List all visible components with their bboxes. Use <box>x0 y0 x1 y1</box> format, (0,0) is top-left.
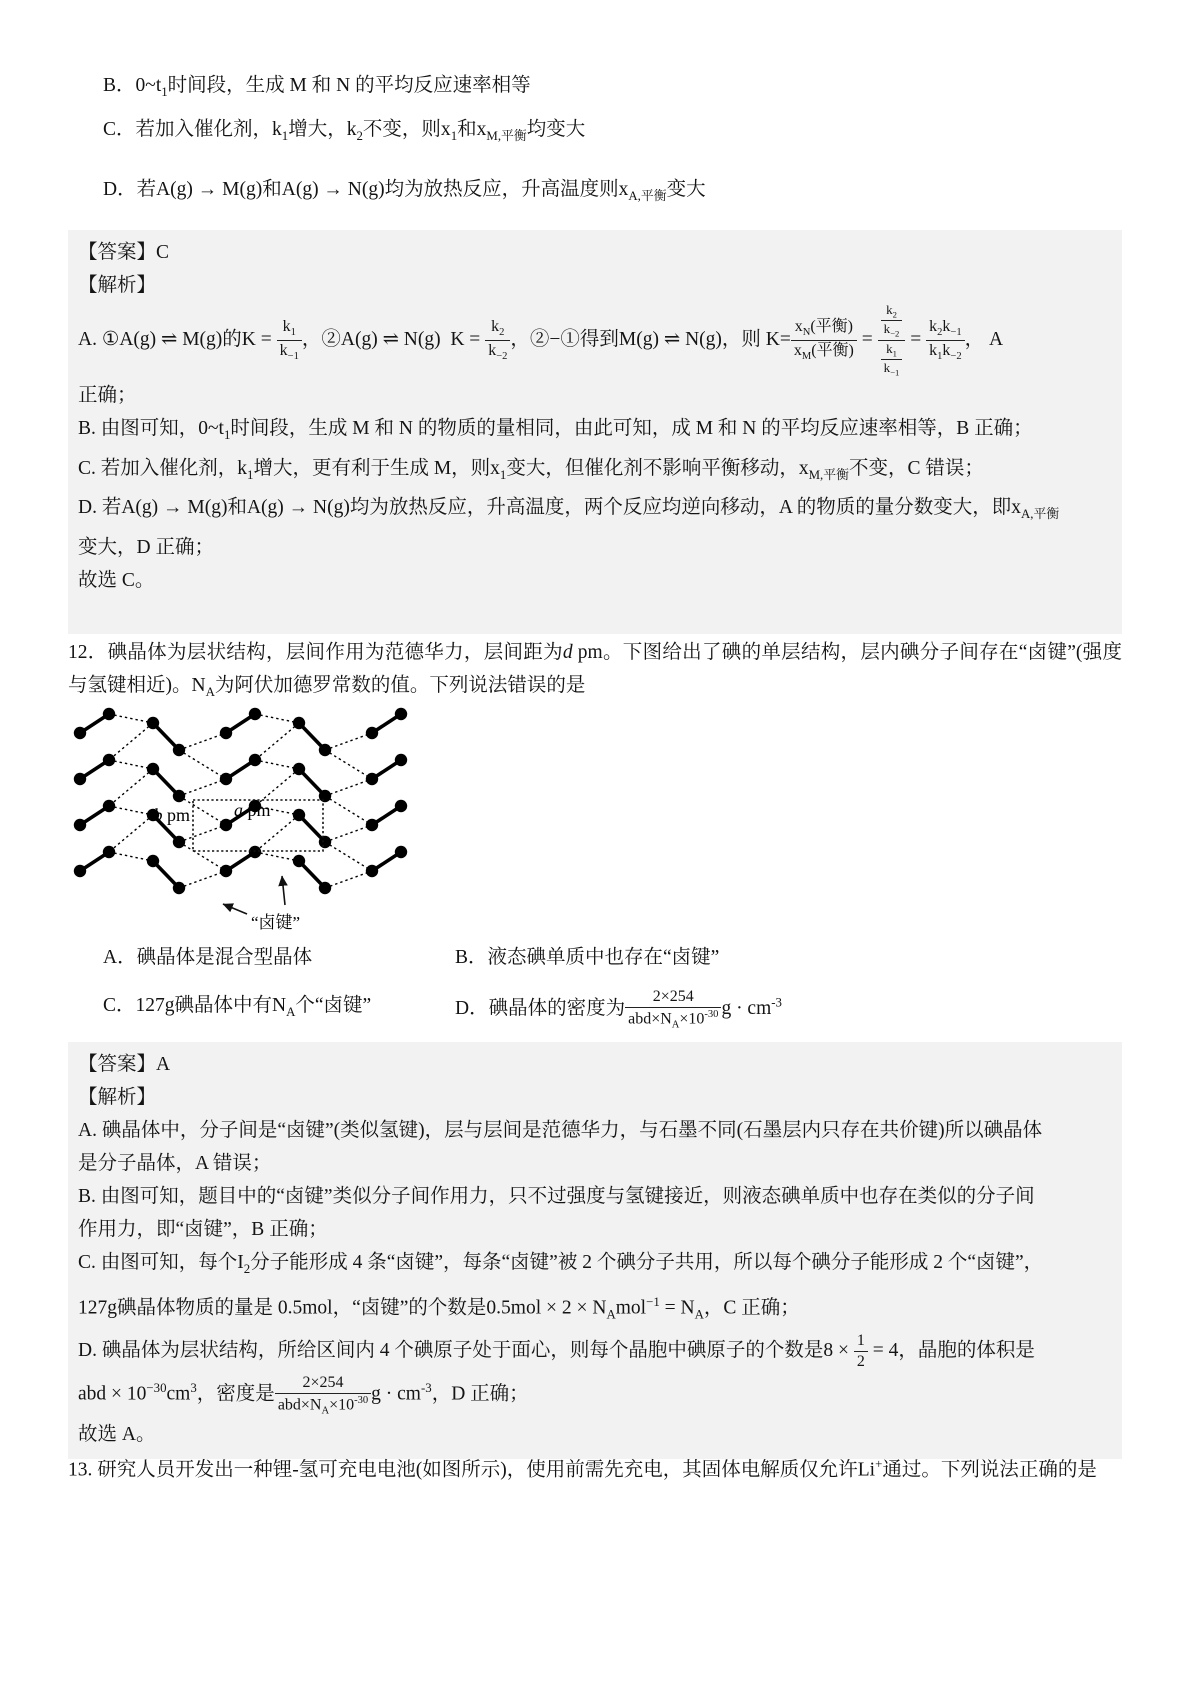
iodine-atom <box>147 717 159 729</box>
q12-option-a <box>103 944 455 971</box>
iodine-atom <box>395 708 407 720</box>
iodine-atom <box>220 727 232 739</box>
q11-analysis-line: 变大，D 正确； <box>78 537 214 559</box>
iodine-atom <box>74 727 86 739</box>
q12-option-c-text: 127g碘晶体中有$N_A$个“卤键” <box>135 995 372 1020</box>
iodine-atom <box>249 754 261 766</box>
q11-analysis-line: C. 若加入催化剂，$k_1$增大，更有利于生成 M，则$x_1$变大，但催化剂不影响平衡移动，$x_{M,平衡}$不变，C 错误； <box>78 457 984 482</box>
q11-option-b-label: B． <box>103 75 136 96</box>
halogen-bond <box>179 842 226 871</box>
q11-option-d-text: 若A(g) → M(g)和A(g) → N(g)均为放热反应，升高温度则$x_{A,平衡}$变大 <box>136 179 706 203</box>
q12-answer-block <box>68 1042 1122 1459</box>
halogen-bond-arrow-up <box>282 876 285 905</box>
q11-option-b-text: $0\sim t_1$时间段，生成 M 和 N 的平均反应速率相等 <box>135 75 531 99</box>
q11-option-c <box>103 116 585 150</box>
iodine-atom <box>293 809 305 821</box>
q12-analysis-line: C. 由图可知，每个$I_2$分子能形成 4 条“卤键”，每条“卤键”被 2 个碘分子共用，所以每个碘分子能形成 2 个“卤键”， <box>78 1252 1044 1276</box>
q11-analysis-line: 正确； <box>78 384 137 406</box>
analysis-label: 【解析】 <box>78 1087 157 1108</box>
iodine-atom <box>173 744 185 756</box>
iodine-atom <box>319 882 331 894</box>
iodine-atom <box>249 846 261 858</box>
iodine-atom <box>220 819 232 831</box>
halogen-bond-label: “卤键” <box>251 913 301 932</box>
iodine-atom <box>366 773 378 785</box>
iodine-atom <box>74 819 86 831</box>
label-b-pm: b pm <box>153 805 190 825</box>
halogen-bond <box>325 825 372 842</box>
q12-analysis-line: B. 由图可知，题目中的“卤键”类似分子间作用力，只不过强度与氢键接近，则液态碘单质中也存在类似的分子间 <box>78 1186 1035 1207</box>
halogen-bond <box>179 779 226 796</box>
halogen-bond <box>325 733 372 750</box>
q11-answer-block <box>68 230 1122 634</box>
iodine-atom <box>293 763 305 775</box>
analysis-label: 【解析】 <box>78 275 157 296</box>
q12-analysis-line: 是分子晶体，A 错误； <box>78 1153 272 1174</box>
q12-option-d-label: D． <box>455 997 489 1019</box>
q12-option-a-label: A． <box>103 947 137 968</box>
q11-analysis-label <box>78 269 1112 302</box>
q12-analysis-line: abd × $10^{-30}cm^3$，密度是 2×254 $abd\times N_A\times 10^{-30}$ $g \cdot cm^{-3}$，D 正确； <box>78 1373 529 1417</box>
halogen-bond <box>325 796 372 825</box>
halogen-bond <box>325 779 372 796</box>
q12-analysis-line: 故选 A。 <box>78 1423 156 1445</box>
halogen-bond <box>325 871 372 888</box>
halogen-bond <box>109 852 153 861</box>
iodine-atom <box>103 800 115 812</box>
iodine-atom <box>173 790 185 802</box>
halogen-bond <box>325 842 372 871</box>
q11-answer-line <box>78 236 1112 269</box>
q11-option-d-label: D． <box>103 179 137 200</box>
q11-option-c-text: 若加入催化剂，$k_1$增大，$k_2$不变，则$x_1$和$x_{M,平衡}$均变大 <box>135 119 586 143</box>
iodine-atom <box>74 773 86 785</box>
iodine-atom <box>395 754 407 766</box>
iodine-atom <box>293 717 305 729</box>
halogen-bond <box>255 815 299 852</box>
q12-analysis-label <box>78 1081 1112 1114</box>
q11-analysis <box>78 302 1112 597</box>
iodine-atom <box>220 865 232 877</box>
q12-analysis-line: A. 碘晶体中，分子间是“卤键”(类似氢键)，层与层间是范德华力，与石墨不同(石墨层内只存在共价键)所以碘晶体 <box>78 1120 1043 1141</box>
halogen-bond <box>179 750 226 779</box>
iodine-atom <box>147 855 159 867</box>
iodine-atom <box>103 846 115 858</box>
q12-option-b-label: B． <box>455 947 488 968</box>
iodine-atom <box>293 855 305 867</box>
iodine-atom <box>366 727 378 739</box>
iodine-atom <box>173 882 185 894</box>
q12-analysis-line: 作用力，即“卤键”，B 正确； <box>78 1219 328 1240</box>
halogen-bond <box>255 760 299 769</box>
halogen-bond <box>255 852 299 861</box>
q12-options <box>103 944 1122 1032</box>
halogen-bond <box>179 825 226 842</box>
q11-analysis-line: A. ①A(g) ⇌ M(g)的K = $\frac{k_1}{k_{-1}}$ ，②A(g) ⇌ N(g) K = $\frac{k_2}{k_{-2}}$ ，②−①得到M(g) ⇌ N(g)，则 K= $x_N$(平衡) $x_M$(平衡) = $\frac{\frac{k_2}{k_{-2}}}{\frac{k_1}{k_{-1}}}$ = $\frac{k_2k_{-1}}{k_1k_{-2}}$ ， A <box>78 302 1004 378</box>
answer-label: 【答案】 <box>78 242 157 263</box>
q12-answer-line <box>78 1048 1112 1081</box>
iodine-atom <box>319 836 331 848</box>
q12-answer-value: A <box>156 1054 171 1075</box>
halogen-bond <box>109 714 153 723</box>
q11-option-c-label: C． <box>103 119 136 140</box>
iodine-atom <box>103 708 115 720</box>
q11-analysis-line: B. 由图可知，$0\sim t_1$时间段，生成 M 和 N 的物质的量相同，由此可知，成 M 和 N 的平均反应速率相等，B 正确； <box>78 417 1033 442</box>
q12-option-b-text: 液态碘单质中也存在“卤键” <box>487 947 720 968</box>
halogen-bond-arrow-left <box>223 904 247 914</box>
q11-answer-value: C <box>156 242 170 263</box>
label-a-pm: a pm <box>234 800 271 820</box>
iodine-atom <box>319 790 331 802</box>
halogen-bond <box>325 750 372 779</box>
q12-option-c-label: C． <box>103 995 136 1017</box>
halogen-bond <box>179 733 226 750</box>
halogen-bond <box>109 815 153 852</box>
iodine-atom <box>147 763 159 775</box>
iodine-atom <box>366 865 378 877</box>
halogen-bond <box>255 723 299 760</box>
iodine-atom <box>366 819 378 831</box>
iodine-atom <box>249 708 261 720</box>
answer-label: 【答案】 <box>78 1054 157 1075</box>
q12-analysis-line: D. 碘晶体为层状结构，所给区间内 4 个碘原子处于面心，则每个晶胞中碘原子的个数是8 × $\frac{1}{2}$ = 4，晶胞的体积是 <box>78 1332 1035 1371</box>
q11-analysis-line: 故选 C。 <box>78 570 155 592</box>
q11-option-d <box>103 176 706 210</box>
iodine-layer-svg <box>72 700 422 935</box>
q12-option-c <box>103 992 455 1026</box>
iodine-atom <box>74 865 86 877</box>
iodine-atom <box>173 836 185 848</box>
q12-analysis <box>78 1114 1112 1451</box>
q12-option-b <box>455 944 1122 971</box>
q12-option-d <box>455 987 1122 1032</box>
halogen-bond <box>109 769 153 806</box>
q12-analysis-line: 127g碘晶体物质的量是 0.5mol，“卤键”的个数是$0.5mol \times 2 \times N_Amol^{-1} = N_A$，C 正确； <box>78 1294 800 1322</box>
iodine-atom <box>220 773 232 785</box>
iodine-atom <box>103 754 115 766</box>
iodine-atom <box>395 846 407 858</box>
halogen-bond <box>179 871 226 888</box>
q11-analysis-line: D. 若A(g) → M(g)和A(g) → N(g)均为放热反应，升高温度，两个反应均逆向移动，A 的物质的量分数变大，即$x_{A,平衡}$ <box>78 497 1060 522</box>
q11-option-b <box>103 72 531 106</box>
q12-stem: 12．碘晶体为层状结构，层间作用为范德华力，层间距为d pm。下图给出了碘的单层结构，层内碘分子间存在“卤键”(强度与氢键相近)。$N_A$为阿伏加德罗常数的值。下列说法错误的是 <box>68 642 1122 699</box>
iodine-atom <box>319 744 331 756</box>
halogen-bond <box>109 760 153 769</box>
q12-option-a-text: 碘晶体是混合型晶体 <box>136 947 313 968</box>
q12-option-d-text: 碘晶体的密度为 2×254 $abd\times N_A\times 10^{-30}$ $g \cdot cm^{-3}$ <box>488 988 782 1031</box>
halogen-bond <box>255 714 299 723</box>
iodine-layer-figure <box>72 700 422 935</box>
iodine-atom <box>395 800 407 812</box>
q13-stem: 13. 研究人员开发出一种锂-氢可充电电池(如图所示)，使用前需先充电，其固体电解质仅允许Li+通过。下列说法正确的是 <box>68 1457 1097 1481</box>
halogen-bond <box>109 723 153 760</box>
halogen-bond <box>109 806 153 815</box>
